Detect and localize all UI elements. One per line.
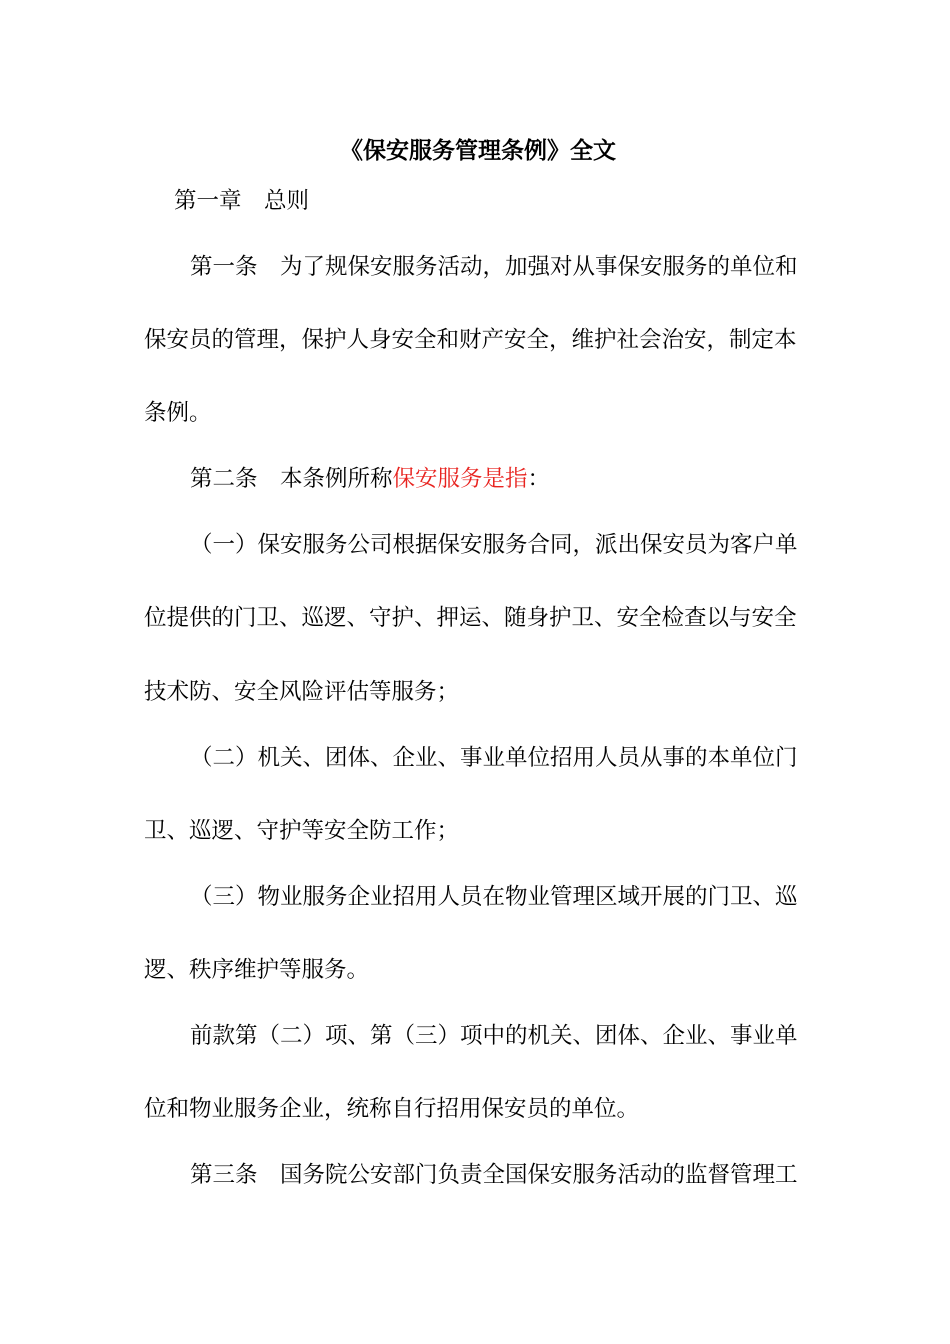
article-2-prefix: 第二条 本条例所称	[190, 466, 393, 492]
article-1-line-3: 条例。	[144, 400, 212, 426]
article-2-line	[190, 462, 550, 496]
article-1-line-2: 保安员的管理，保护人身安全和财产安全，维护社会治安，制定本	[144, 327, 797, 353]
item-3-line-2: 逻、秩序维护等服务。	[144, 957, 370, 983]
item-2-line-1: （二）机关、团体、企业、事业单位招用人员从事的本单位门	[190, 745, 798, 771]
document-title: 《保安服务管理条例》全文	[340, 138, 616, 164]
item-3-line-1: （三）物业服务企业招用人员在物业管理区域开展的门卫、巡	[190, 884, 798, 910]
note-line-2: 位和物业服务企业，统称自行招用保安员的单位。	[144, 1096, 640, 1122]
item-1-line-3: 技术防、安全风险评估等服务；	[144, 679, 460, 705]
article-1-line-1: 第一条 为了规保安服务活动，加强对从事保安服务的单位和	[190, 254, 798, 280]
article-3-line-1: 第三条 国务院公安部门负责全国保安服务活动的监督管理工	[190, 1162, 798, 1188]
note-line-1: 前款第（二）项、第（三）项中的机关、团体、企业、事业单	[190, 1023, 798, 1049]
item-1-line-2: 位提供的门卫、巡逻、守护、押运、随身护卫、安全检查以与安全	[144, 605, 797, 631]
article-2-highlight: 保安服务是指	[392, 466, 528, 492]
item-1-line-1: （一）保安服务公司根据保安服务合同，派出保安员为客户单	[190, 532, 798, 558]
item-2-line-2: 卫、巡逻、守护等安全防工作；	[144, 818, 460, 844]
chapter-heading: 第一章 总则	[174, 188, 310, 214]
article-2-suffix: ：	[527, 466, 551, 492]
